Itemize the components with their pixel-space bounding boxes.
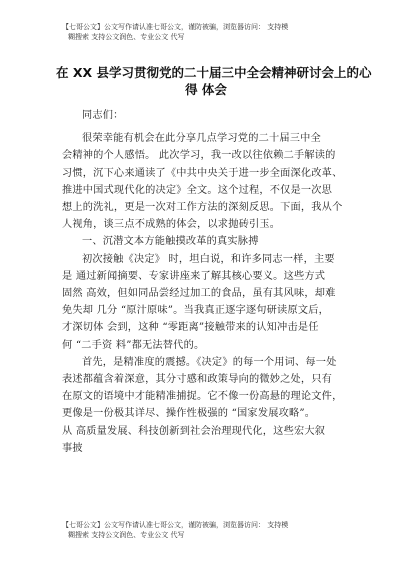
paragraph-line: 人视角，谈三点不成熟的体会，以求抛砖引玉。 bbox=[62, 219, 281, 231]
paragraph-line: 推进中国式现代化的决定》全文。这个过程，不仅是一次思 bbox=[62, 184, 333, 196]
header-line-1: 【七哥公文】公文写作请认准七哥公文，谨防被骗，浏览器访问： 支持模 bbox=[62, 23, 289, 31]
paragraph-line: 才深切体 会到，这种 “零距离”接触带来的认知冲击是任 bbox=[62, 322, 319, 334]
greeting: 同志们： bbox=[82, 110, 124, 121]
paragraph-line: 免失却 几分 “原汁原味”。当我真正逐字逐句研读原文后， bbox=[62, 305, 329, 317]
footer-line-1: 【七哥公文】公文写作请认准七哥公文，谨防被骗，浏览器访问： 支持模 bbox=[62, 521, 289, 529]
title-line-2: 得 体会 bbox=[185, 82, 227, 97]
paragraph-line: 首先，是精准度的震撼。《决定》的每一个用词、每一处 bbox=[82, 356, 337, 368]
paragraph-line: 事披 bbox=[62, 442, 83, 454]
section-heading-1 bbox=[62, 233, 376, 250]
paragraph-line: 是 通过新闻摘要、专家讲座来了解其核心要义。这些方式 bbox=[62, 270, 326, 282]
paragraph-line: 从 高质量发展、科技创新到社会治理现代化，这些宏大叙 bbox=[62, 425, 326, 437]
paragraph-2 bbox=[62, 251, 376, 354]
paragraph-3 bbox=[62, 354, 376, 457]
page-footer bbox=[62, 520, 372, 540]
title-line-1: 在 XX 县学习贯彻党的二十届三中全会精神研讨会上的心 bbox=[56, 65, 372, 80]
paragraph-line: 何 “二手资 料”都无法替代的。 bbox=[62, 339, 205, 351]
page-header bbox=[62, 22, 372, 42]
paragraph-line: 在原文的语境中才能精准捕捉。它不像一份高悬的理论文件， bbox=[62, 391, 343, 403]
paragraph-line: 表述都蕴含着深意，其分寸感和政策导向的微妙之处，只有 bbox=[62, 374, 333, 386]
paragraph-line: 初次接触《决定》 时，坦白说，和许多同志一样，主要 bbox=[82, 253, 335, 265]
paragraph-line: 会精神的个人感悟。 此次学习，我一改以往依赖二手解读的 bbox=[62, 150, 336, 162]
header-line-2: 糊搜索 支持公文润色、专业公文 代写 bbox=[68, 33, 185, 41]
paragraph-line: 很荣幸能有机会在此分享几点学习党的二十届三中全 bbox=[82, 133, 321, 145]
document-body bbox=[62, 107, 376, 457]
paragraph-line: 想上的洗礼，更是一次对工作方法的深刻反思。下面，我从个 bbox=[62, 202, 343, 214]
paragraph-1 bbox=[62, 130, 376, 233]
footer-line-2: 糊搜索 支持公文润色、专业公文 代写 bbox=[68, 531, 185, 539]
paragraph-line: 习惯，沉下心来通读了《中共中央关于进一步全面深化改革、 bbox=[62, 167, 343, 179]
section-heading-text: 一、沉潜文本方能触摸改革的真实脉搏 bbox=[82, 236, 259, 248]
paragraph-line: 固然 高效，但如同品尝经过加工的食品，虽有其风味，却难 bbox=[62, 288, 336, 300]
paragraph-line: 更像是一份极其详尽、操作性极强的 “国家发展攻略”。 bbox=[62, 408, 316, 420]
document-title bbox=[56, 64, 372, 98]
